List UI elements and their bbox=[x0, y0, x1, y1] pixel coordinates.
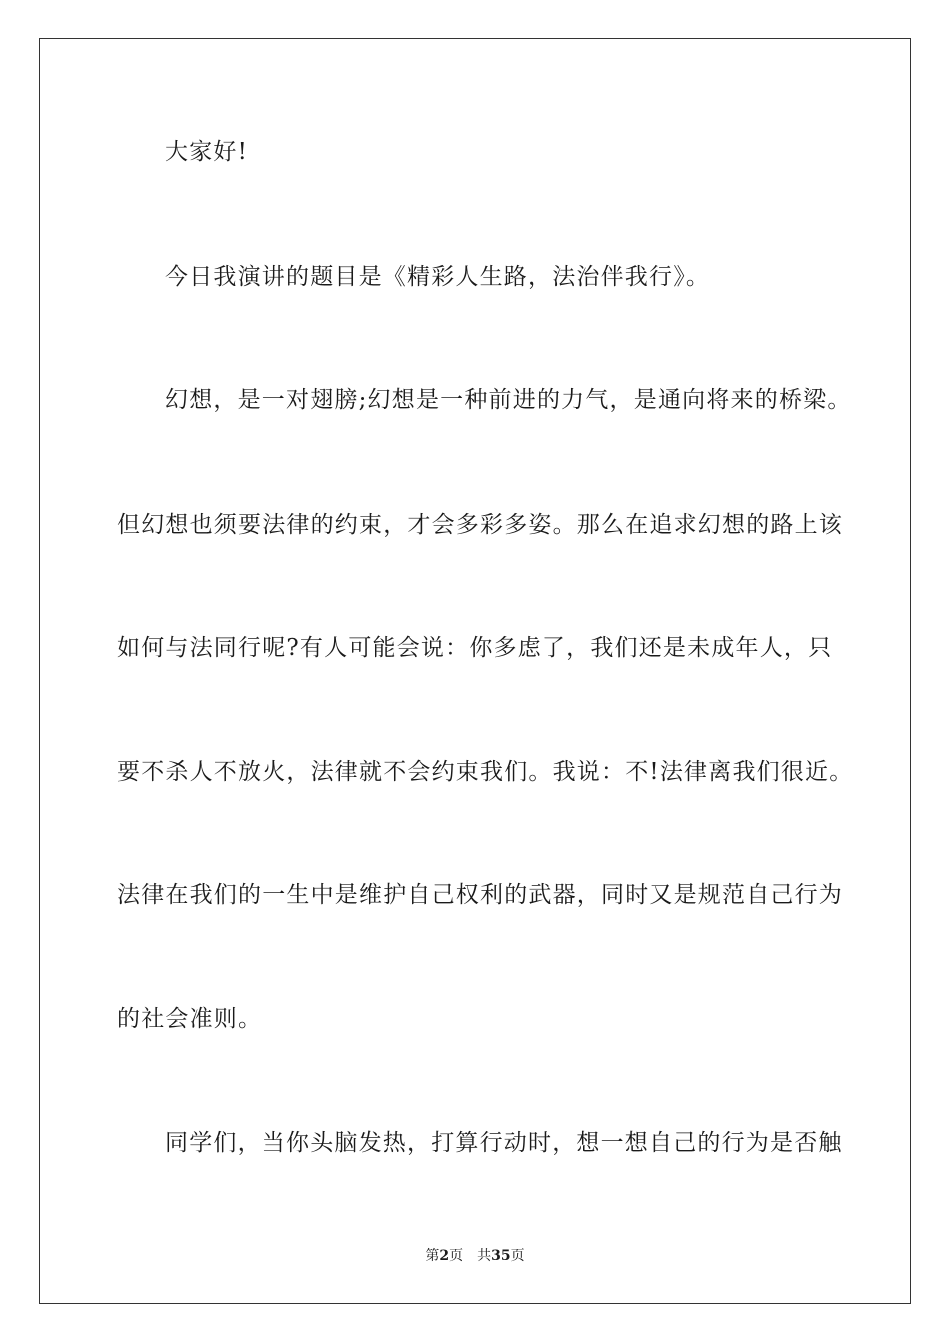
total-page-number: 35 bbox=[491, 1248, 511, 1264]
paragraph-topic: 今日我演讲的题目是《精彩人生路，法治伴我行》。 bbox=[165, 264, 711, 290]
paragraph-line: 要不杀人不放火，法律就不会约束我们。我说：不!法律离我们很近。 bbox=[117, 759, 854, 785]
page-border bbox=[39, 38, 911, 1304]
paragraph-line: 法律在我们的一生中是维护自己权利的武器，同时又是规范自己行为 bbox=[117, 882, 843, 908]
paragraph-line: 如何与法同行呢?有人可能会说：你多虑了，我们还是未成年人，只 bbox=[117, 635, 833, 661]
paragraph-line: 幻想，是一对翅膀;幻想是一种前进的力气，是通向将来的桥梁。 bbox=[165, 387, 852, 413]
paragraph-line: 但幻想也须要法律的约束，才会多彩多姿。那么在追求幻想的路上该 bbox=[117, 512, 843, 538]
paragraph-greeting: 大家好! bbox=[165, 139, 249, 165]
page-footer bbox=[0, 1247, 950, 1265]
paragraph-line: 同学们，当你头脑发热，打算行动时，想一想自己的行为是否触 bbox=[165, 1130, 843, 1156]
current-page-number: 2 bbox=[439, 1248, 450, 1264]
paragraph-line: 的社会准则。 bbox=[117, 1006, 263, 1032]
total-prefix: 共 bbox=[477, 1248, 492, 1264]
page-suffix: 页 bbox=[449, 1248, 464, 1264]
total-suffix: 页 bbox=[510, 1248, 525, 1264]
page-prefix: 第 bbox=[425, 1248, 440, 1264]
